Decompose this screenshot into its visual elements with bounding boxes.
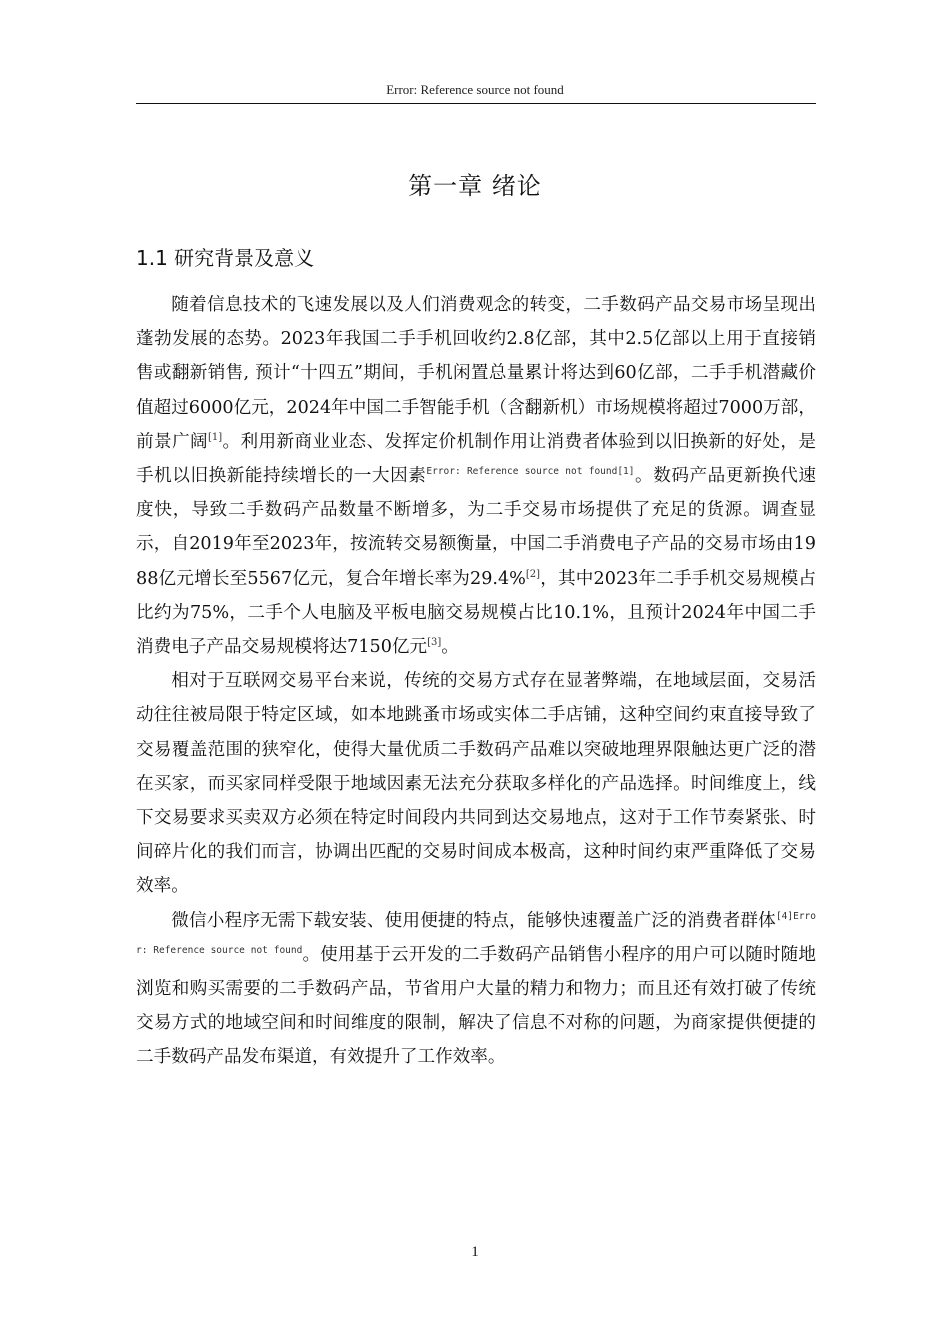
paragraph-text: 随着信息技术的飞速发展以及人们消费观念的转变，二手数码产品交易市场呈现出蓬勃发展的态势。2023年我国二手手机回收约2.8亿部，其中2.5亿部以上用于直接销售或翻新销售, 预计“十四五”期间，手机闲置总量累计将达到60亿部，二手手机潜藏价值超过6000亿元，2024年中国二手智能手机（含翻新机）市场规模将超过7000万部，前景广阔 <box>136 295 816 452</box>
paragraph-text: 相对于互联网交易平台来说，传统的交易方式存在显著弊端，在地域层面，交易活动往往被局限于特定区域，如本地跳蚤市场或实体二手店铺，这种空间约束直接导致了交易覆盖范围的狭窄化，使得大量优质二手数码产品难以突破地理界限触达更广泛的潜在买家，而买家同样受限于地域因素无法充分获取多样化的产品选择。时间维度上，线下交易要求买卖双方必须在特定时间段内共同到达交易地点，这对于工作节奏紧张、时间碎片化的我们而言，协调出匹配的交易时间成本极高，这种时间约束严重降低了交易效率。 <box>136 671 816 897</box>
paragraph-text: 。使用基于云开发的二手数码产品销售小程序的用户可以随时随地浏览和购买需要的二手数码产品，节省用户大量的精力和物力；而且还有效打破了传统交易方式的地域空间和时间维度的限制，解决了信息不对称的问题，为商家提供便捷的二手数码产品发布渠道，有效提升了工作效率。 <box>136 944 816 1068</box>
paragraph-text: 。数码产品更新换代速度快，导致二手数码产品数量不断增多，为二手交易市场提供了充足的货源。调查显示，自2019年至2023年，按流转交易额衡量，中国二手消费电子产品的交易市场由1988亿元增长至5567亿元，复合年增长率为29.4% <box>136 466 816 589</box>
body-text <box>136 288 816 1075</box>
running-header: Error: Reference source not found <box>386 82 564 97</box>
paragraph-text: 。利用新商业业态、发挥定价机制作用让消费者体验到以旧换新的好处，是手机以旧换新能持续增长的一大因素 <box>136 431 816 487</box>
paragraph <box>136 288 816 664</box>
page-number: 1 <box>471 1244 479 1260</box>
citation-superscript: [2] <box>525 568 541 580</box>
citation-error-superscript: Error: Reference source not found[1] <box>426 466 635 478</box>
chapter-title: 第一章 绪论 <box>408 172 542 200</box>
paragraph <box>136 904 816 1075</box>
citation-error-superscript: [4]Error: Reference source not found <box>136 910 816 956</box>
section-heading: 1.1 研究背景及意义 <box>136 246 315 270</box>
paragraph-text: ，其中2023年二手手机交易规模占比约为75%，二手个人电脑及平板电脑交易规模占比10.1%，且预计2024年中国二手消费电子产品交易规模将达7150亿元 <box>136 568 816 658</box>
paragraph-text: 。 <box>441 637 459 658</box>
paragraph <box>136 664 816 903</box>
header-divider <box>136 103 816 104</box>
paragraph-text: 微信小程序无需下载安装、使用便捷的特点，能够快速覆盖广泛的消费者群体 <box>171 910 776 931</box>
citation-superscript: [1] <box>207 431 223 443</box>
citation-superscript: [3] <box>427 637 442 649</box>
